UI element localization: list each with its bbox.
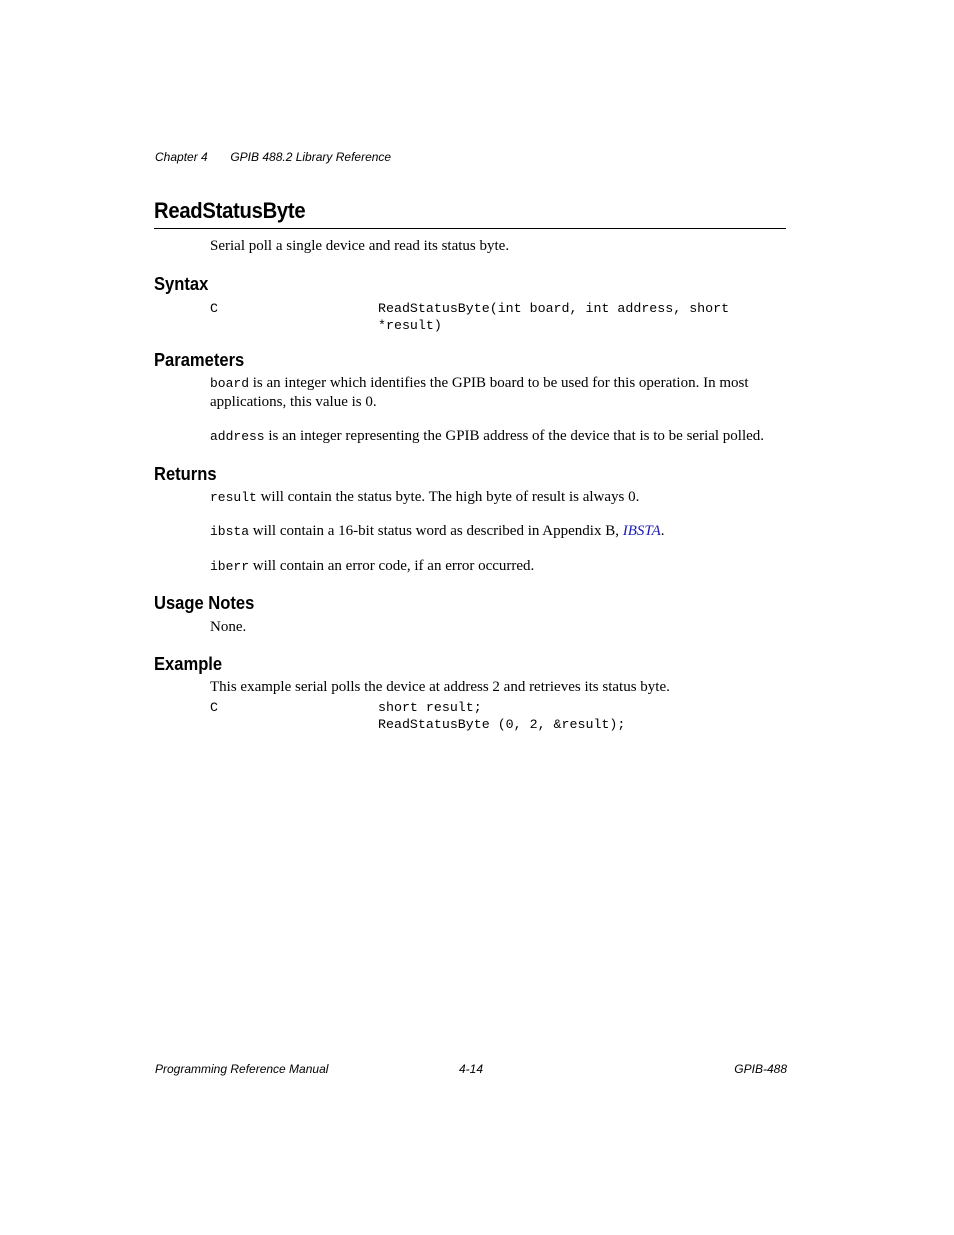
- param-address-code: address: [210, 429, 265, 444]
- return-ibsta-end: .: [660, 523, 665, 539]
- return-iberr: [210, 557, 790, 576]
- param-board-code: board: [210, 376, 250, 391]
- return-ibsta-code: ibsta: [210, 524, 250, 539]
- footer-manual-title: Programming Reference Manual: [155, 1062, 329, 1076]
- page-title: ReadStatusByte: [154, 198, 306, 223]
- return-result: [210, 488, 790, 507]
- example-lang: C: [210, 700, 218, 715]
- page-number: 4-14: [459, 1062, 484, 1076]
- ibsta-link[interactable]: IBSTA: [622, 523, 661, 539]
- return-ibsta: [210, 522, 790, 541]
- syntax-line-1: ReadStatusByte(int board, int address, short: [378, 301, 730, 316]
- running-header: [155, 150, 391, 164]
- syntax-lang: C: [210, 301, 218, 316]
- function-description: Serial poll a single device and read its status byte.: [210, 238, 510, 254]
- example-line-2: ReadStatusByte (0, 2, &result);: [378, 717, 626, 732]
- return-iberr-text: will contain an error code, if an error occurred.: [249, 558, 535, 574]
- return-ibsta-text: will contain a 16-bit status word as described in Appendix B,: [249, 523, 623, 539]
- param-board-text: is an integer which identifies the GPIB board to be used for this operation. In most applications, this value is 0.: [210, 375, 749, 410]
- usage-heading: Usage Notes: [154, 593, 255, 613]
- syntax-heading: Syntax: [154, 274, 209, 294]
- param-address-text: is an integer representing the GPIB address of the device that is to be serial polled.: [264, 428, 765, 444]
- usage-text: None.: [210, 619, 247, 635]
- chapter-label: Chapter 4: [155, 150, 208, 164]
- param-board: [210, 374, 790, 412]
- title-rule: [154, 228, 786, 229]
- parameters-heading: Parameters: [154, 350, 245, 370]
- param-address: [210, 427, 790, 446]
- return-result-text: will contain the status byte. The high byte of result is always 0.: [256, 489, 640, 505]
- example-text: This example serial polls the device at address 2 and retrieves its status byte.: [210, 679, 670, 695]
- footer-product: GPIB-488: [734, 1062, 787, 1076]
- example-heading: Example: [154, 654, 223, 674]
- return-result-code: result: [210, 490, 257, 505]
- section-label: GPIB 488.2 Library Reference: [230, 150, 392, 164]
- return-iberr-code: iberr: [210, 559, 250, 574]
- syntax-line-2: *result): [378, 318, 442, 333]
- example-line-1: short result;: [378, 700, 482, 715]
- returns-heading: Returns: [154, 464, 217, 484]
